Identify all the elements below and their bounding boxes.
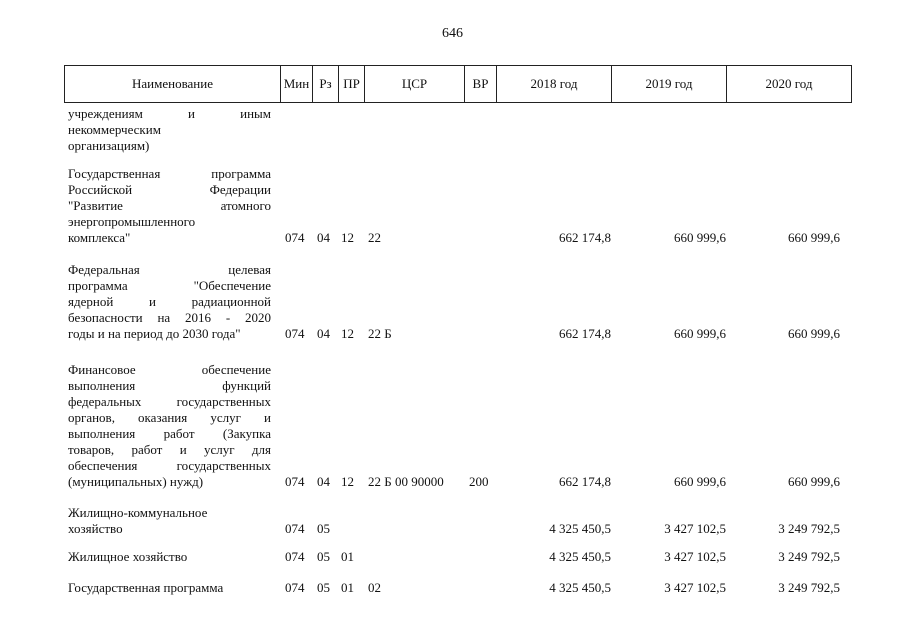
header-pr: ПР bbox=[338, 66, 364, 102]
row-csr: 22 Б bbox=[368, 326, 392, 341]
row-rz: 04 bbox=[317, 230, 330, 245]
row-name bbox=[68, 505, 271, 537]
row-value-2018: 662 174,8 bbox=[559, 230, 611, 245]
row-min: 074 bbox=[285, 549, 305, 564]
row-rz: 05 bbox=[317, 580, 330, 595]
header-2019: 2019 год bbox=[611, 66, 726, 102]
row-value-2019: 660 999,6 bbox=[674, 326, 726, 341]
header-2018: 2018 год bbox=[496, 66, 611, 102]
row-name-line: Жилищное хозяйство bbox=[68, 549, 188, 564]
row-value-2018: 662 174,8 bbox=[559, 474, 611, 489]
row-name bbox=[68, 262, 271, 342]
row-pr: 12 bbox=[341, 474, 354, 489]
row-name-line: обеспечения государственных bbox=[68, 458, 271, 473]
row-value-2020: 660 999,6 bbox=[788, 230, 840, 245]
row-name-line: годы и на период до 2030 года" bbox=[68, 326, 241, 341]
row-name-line: Российской Федерации bbox=[68, 182, 271, 197]
row-name-line: безопасности на 2016 - 2020 bbox=[68, 310, 271, 325]
row-pr: 01 bbox=[341, 580, 354, 595]
row-value-2018: 662 174,8 bbox=[559, 326, 611, 341]
row-value-2020: 3 249 792,5 bbox=[778, 521, 840, 536]
row-pr: 12 bbox=[341, 326, 354, 341]
header-rz: Рз bbox=[312, 66, 338, 102]
header-name: Наименование bbox=[132, 76, 213, 91]
row-value-2019: 3 427 102,5 bbox=[664, 549, 726, 564]
row-name-line: ядерной и радиационной bbox=[68, 294, 271, 309]
row-name-line: товаров, работ и услуг для bbox=[68, 442, 271, 457]
header-2020: 2020 год bbox=[726, 66, 851, 102]
row-rz: 05 bbox=[317, 521, 330, 536]
row-csr: 22 Б 00 90000 bbox=[368, 474, 444, 489]
row-name-line: организациям) bbox=[68, 138, 150, 153]
row-name bbox=[68, 362, 271, 490]
row-pr: 12 bbox=[341, 230, 354, 245]
row-min: 074 bbox=[285, 521, 305, 536]
row-value-2018: 4 325 450,5 bbox=[549, 549, 611, 564]
row-value-2020: 660 999,6 bbox=[788, 326, 840, 341]
page-number: 646 bbox=[442, 26, 463, 41]
row-name-line: федеральных государственных bbox=[68, 394, 271, 409]
row-csr: 02 bbox=[368, 580, 381, 595]
row-name-line: Государственная программа bbox=[68, 166, 271, 181]
header-vr: ВР bbox=[464, 66, 496, 102]
row-value-2018: 4 325 450,5 bbox=[549, 521, 611, 536]
row-name-line: Финансовое обеспечение bbox=[68, 362, 271, 377]
row-name-line: некоммерческим bbox=[68, 122, 161, 137]
row-name-line: Жилищно-коммунальное bbox=[68, 505, 208, 520]
row-rz: 04 bbox=[317, 474, 330, 489]
row-min: 074 bbox=[285, 230, 305, 245]
row-value-2019: 3 427 102,5 bbox=[664, 521, 726, 536]
row-name-line: органов, оказания услуг и bbox=[68, 410, 271, 425]
row-name-line: комплекса" bbox=[68, 230, 131, 245]
header-min: Мин bbox=[280, 66, 312, 102]
row-value-2018: 4 325 450,5 bbox=[549, 580, 611, 595]
row-name-line: Федеральная целевая bbox=[68, 262, 271, 277]
row-min: 074 bbox=[285, 580, 305, 595]
row-value-2019: 660 999,6 bbox=[674, 230, 726, 245]
row-value-2020: 3 249 792,5 bbox=[778, 580, 840, 595]
table-header bbox=[64, 65, 852, 103]
row-value-2020: 3 249 792,5 bbox=[778, 549, 840, 564]
row-name-line: (муниципальных) нужд) bbox=[68, 474, 204, 489]
row-rz: 05 bbox=[317, 549, 330, 564]
row-name-line: Государственная программа bbox=[68, 580, 224, 595]
row-name-line: учреждениям и иным bbox=[68, 106, 271, 121]
row-name-line: "Развитие атомного bbox=[68, 198, 271, 213]
row-name-line: энергопромышленного bbox=[68, 214, 196, 229]
row-name-line: хозяйство bbox=[68, 521, 123, 536]
row-vr: 200 bbox=[469, 474, 489, 489]
row-name-line: выполнения функций bbox=[68, 378, 271, 393]
row-name bbox=[68, 549, 271, 565]
row-name bbox=[68, 166, 271, 246]
row-value-2019: 660 999,6 bbox=[674, 474, 726, 489]
header-csr: ЦСР bbox=[364, 66, 464, 102]
row-name-line: выполнения работ (Закупка bbox=[68, 426, 271, 441]
row-name bbox=[68, 106, 271, 154]
row-name-line: программа "Обеспечение bbox=[68, 278, 271, 293]
row-min: 074 bbox=[285, 474, 305, 489]
row-pr: 01 bbox=[341, 549, 354, 564]
row-min: 074 bbox=[285, 326, 305, 341]
row-name bbox=[68, 580, 271, 596]
row-value-2020: 660 999,6 bbox=[788, 474, 840, 489]
row-value-2019: 3 427 102,5 bbox=[664, 580, 726, 595]
row-csr: 22 bbox=[368, 230, 381, 245]
row-rz: 04 bbox=[317, 326, 330, 341]
